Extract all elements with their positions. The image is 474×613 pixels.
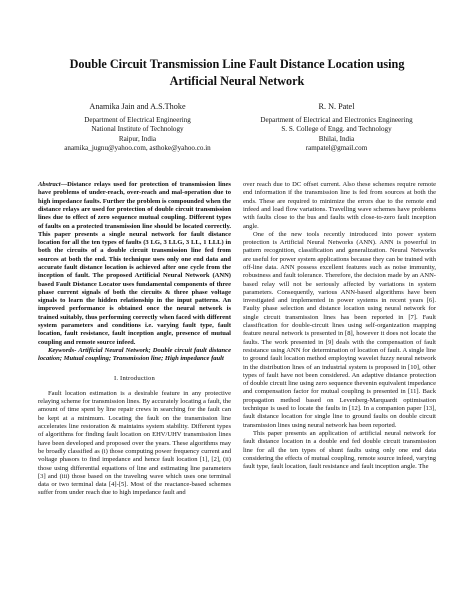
author-right: [237, 102, 436, 153]
author-right-email: rampatel@gmail.com: [305, 143, 368, 152]
author-left-name: Anamika Jain and A.S.Thoke: [89, 102, 186, 111]
author-left: [38, 102, 237, 153]
keywords-text: Artificial Neural Network; Double circuit fault distance location; Mutual coupling; Transmission line; High impedance fault: [38, 346, 231, 363]
author-right-dept: Department of Electrical and Electronics Engineering: [260, 116, 413, 125]
right-paragraph-1: over reach due to DC offset current. Also these schemes require remote end information if the transmission line is fed from sources at both the ends. These are required to minimize the errors due to the remote end infeed and load flow variations. Travelling wave schemes have problems with faults close to the bus and faults with close-to-zero fault inception angle.: [243, 181, 436, 230]
right-paragraph-2: One of the new tools recently introduced into power system protection is Artificial Neural Networks (ANN). ANN is powerful in pattern recognition, classification and generalization. Neural Networks are useful for power system applications because they can be trained with off-line data. ANN possess excellent features such as noise immunity, robustness and fault tolerance. Therefore, the decision made by an ANN-based relay will not be seriously affected by variations in system parameters. Consequently, various ANN-based algorithms have been investigated and implemented in power systems in recent years [6]. Faulty phase selection and distance location using neural network for single circuit transmission lines has been reported in [7]. Fault classification for double-circuit lines using self-organization mapping feature neural network is presented in [8], however it does not locate the faults. The work presented in [9] deals with the compensation of fault resistance using ANN for determination of location of fault. A single line to ground fault location method employing wavelet fuzzy neural network in the distribution lines of an industrial system is proposed in [10], other types of fault have not been considered. An adaptive distance protection of double circuit line using zero sequence thevenin equivalent impedance and compensation factor for mutual coupling is presented in [11]. Back propagation method based on Levenberg-Marquardt optimisation technique is used to locate the faults in [12]. In a companion paper [13], fault distance location for single line to ground faults on double circuit transmission lines using neural network has been reported.: [243, 230, 436, 429]
title-line-2: Artificial Neural Network: [169, 74, 305, 88]
intro-paragraph: Fault location estimation is a desirable feature in any protective relaying scheme for transmission lines. By accurately locating a fault, the amount of time spent by line repair crews in searching for the fault can be kept at a minimum. Locating the fault on the transmission line accelerates line restoration & maintains system stability. Different types of algorithms for finding fault location on EHV/UHV transmission lines have been developed and proposed over the years. These algorithms may be broadly classified as (i) those computing power frequency current and voltage phasors to find impedance and hence fault location [1], [2], (ii) those using differential equations of line and estimating line parameters [3] and (iii) those based on the traveling wave which uses one terminal data or two terminal data [4]-[5]. Most of the reactance-based schemes suffer from under reach due to high impedance fault and: [38, 389, 231, 497]
author-right-city: Bhilai, India: [318, 134, 355, 143]
author-left-email: anamika_jugnu@yahoo.com, asthoke@yahoo.co.in: [64, 143, 211, 152]
section-heading: I. Introduction: [113, 374, 156, 382]
right-column: [243, 181, 436, 498]
body-columns: [38, 181, 436, 498]
abstract-label: Abstract: [38, 181, 61, 189]
author-left-institute: National Institute of Technology: [91, 125, 184, 134]
author-right-name: R. N. Patel: [318, 102, 355, 111]
author-left-city: Raipur, India: [118, 134, 157, 143]
author-block: [38, 102, 436, 153]
keywords-label: Keywords-: [48, 346, 77, 354]
right-paragraph-3: This paper presents an application of artificial neural network for fault distance location in a double end fed double circuit transmission line for all the ten types of shunt faults using only one end data considering the effects of mutual coupling, remote source infeed, varying fault type, fault location, fault resistance and fault inception angle. The: [243, 429, 436, 471]
author-left-dept: Department of Electrical Engineering: [84, 116, 191, 125]
abstract: [38, 181, 231, 347]
author-right-institute: S. S. College of Engg. and Technology: [281, 125, 392, 134]
left-column: [38, 181, 231, 498]
title-line-1: Double Circuit Transmission Line Fault Distance Location using: [69, 57, 405, 71]
keywords: [38, 347, 231, 364]
paper-title: [38, 56, 436, 90]
abstract-text: —Distance relays used for protection of transmission lines have problems of under-reach, over-reach and mal-operation due to high impedance faults. Further the problem is compounded when the distance relays are used for protection of double circuit transmission lines due to effect of zero sequence mutual coupling. Different types of faults on a protected transmission line should be located correctly. This paper presents a single neural network for fault distance location for all the ten types of faults (3 LG, 3 LLG, 3 LL, 1 LLL) in both the circuits of a double circuit transmission line fed from sources at both the end. This technique uses only one end data and accurate fault distance location is achieved after one cycle from the inception of fault. The proposed Artificial Neural Network (ANN) based Fault Distance Locator uses fundamental components of three phase current signals of both the circuits & three phase voltage signals to learn the hidden relationship in the input patterns. An improved performance is obtained once the neural network is trained suitably, thus performing correctly when faced with different system parameters and conditions i.e. varying fault type, fault location, fault resistance, fault inception angle, presence of mutual coupling and remote source infeed.: [38, 181, 231, 346]
